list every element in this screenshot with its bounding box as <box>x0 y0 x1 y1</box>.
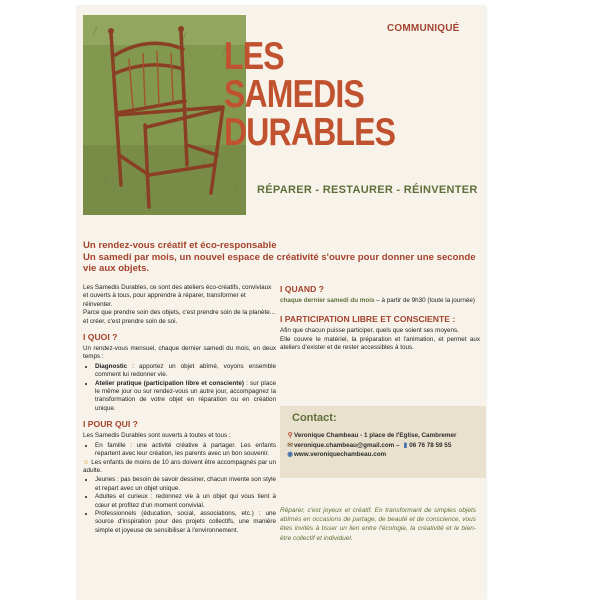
list-item: • Professionnels (éducation, social, associations, etc.) : une source d'inspiration pour des projets collectifs, une manière simple et joyeuse de sensibiliser à l'environnement. <box>95 510 276 535</box>
smiley-icon: ☺ <box>83 458 90 466</box>
contact-email[interactable]: veronique.chambeau@gmail.com <box>294 441 395 449</box>
pourqui-list <box>83 442 276 459</box>
participation-heading: I PARTICIPATION LIBRE ET CONSCIENTE : <box>280 314 456 325</box>
phone-icon: ▮ <box>403 441 408 449</box>
contact-lines <box>286 431 484 460</box>
pourqui-list-2 <box>83 476 276 535</box>
children-note <box>83 459 276 476</box>
mail-icon: ✉ <box>287 441 293 449</box>
intro-line-2: Un samedi par mois, un nouvel espace de créativité s'ouvre pour donner une seconde vie aux objets. <box>83 251 476 274</box>
contact-address-text: Veronique Chambeau - 1 place de l'Eglise, Cambremer <box>294 432 457 439</box>
left-column <box>83 284 276 535</box>
participation-p1: Afin que chacun puisse participer, quels que soient ses moyens. <box>280 327 459 335</box>
quoi-text: Un rendez-vous mensuel, chaque dernier samedi du mois, en deux temps : <box>83 345 276 361</box>
title-line-3: DURABLES <box>224 111 396 154</box>
right-column <box>280 284 480 353</box>
title-line-1: LES <box>224 35 284 78</box>
contact-website-link[interactable]: www.veroniquechambeau.com <box>294 451 387 458</box>
contact-separator: – <box>394 441 402 449</box>
contact-address <box>286 431 484 441</box>
event-title <box>224 35 396 154</box>
children-note-text: Les enfants de moins de 10 ans doivent être accompagnés par un adulte. <box>83 458 276 474</box>
list-item-term: Atelier pratique (participation libre et consciente) <box>95 379 244 387</box>
quand-highlight: chaque dernier samedi du mois <box>280 297 375 304</box>
contact-phone[interactable]: 06 76 78 59 55 <box>409 441 452 449</box>
title-line-2: SAMEDIS <box>224 73 364 116</box>
list-item-term: Diagnostic <box>95 362 128 370</box>
list-item-text: : apportez un objet abîmé, voyons ensemble comment lui redonner vie. <box>95 362 276 379</box>
intro-line-1: Un rendez-vous créatif et éco-responsable <box>83 240 277 251</box>
participation-p2: Elle couvre le matériel, la préparation et l'animation, et permet aux ateliers d'exister et de rester accessibles à tous. <box>280 335 480 352</box>
description-1: Les Samedis Durables, ce sont des ateliers éco-créatifs, conviviaux et ouverts à tous, pour apprendre à réparer, transformer et réinventer. <box>83 284 272 308</box>
list-item-text: : sur place le même jour ou sur rendez-vous un autre jour, accompagnez la transformation de votre objet en réparation ou en création unique. <box>95 379 276 412</box>
chair-illustration <box>83 15 246 215</box>
tagline: RÉPARER - RESTAURER - RÉINVENTER <box>257 184 478 196</box>
chair-photo <box>83 15 246 215</box>
contact-title: Contact: <box>292 412 337 424</box>
list-item <box>95 380 276 414</box>
intro <box>83 240 478 275</box>
quoi-heading: I QUOI ? <box>83 332 118 343</box>
contact-website <box>286 450 484 460</box>
contact-box <box>280 406 486 478</box>
list-item: • Adultes et curieux : redonnez vie à un objet qui vous tient à cœur et profitez d'un moment convivial. <box>95 493 276 510</box>
list-item: • Jeunes : pas besoin de savoir dessiner, chacun invente son style et repart avec un objet unique. <box>95 476 276 493</box>
description-2: Parce que prendre soin des objets, c'est prendre soin de la planète... et créer, c'est prendre soin de soi. <box>83 309 275 325</box>
quoi-list <box>83 363 276 413</box>
globe-icon: ◉ <box>287 451 293 458</box>
flyer-page <box>77 6 486 600</box>
pourqui-heading: I POUR QUI ? <box>83 419 138 430</box>
quand-text <box>280 297 480 305</box>
communique-label: COMMUNIQUÉ <box>387 23 460 34</box>
list-item: • En famille : une activité créative à partager. Les enfants repartent avec leur création, les parents avec un bon souvenir. <box>95 442 276 459</box>
pourqui-text: Les Samedis Durables sont ouverts à toutes et tous : <box>83 432 231 440</box>
list-item <box>95 363 276 380</box>
contact-email-phone <box>286 441 484 451</box>
quand-detail: – à partir de 9h30 (toute la journée) <box>374 297 475 304</box>
closing-quote: Réparer, c'est joyeux et créatif. En transformant de simples objets abîmés en occasions de partage, de beauté et de conscience, vous êtes invités à tisser un lien entre l'écologie, la créativité et le bien-être collectif et individuel. <box>280 507 476 542</box>
pin-icon: ⚲ <box>287 432 293 439</box>
quand-heading: I QUAND ? <box>280 284 324 294</box>
